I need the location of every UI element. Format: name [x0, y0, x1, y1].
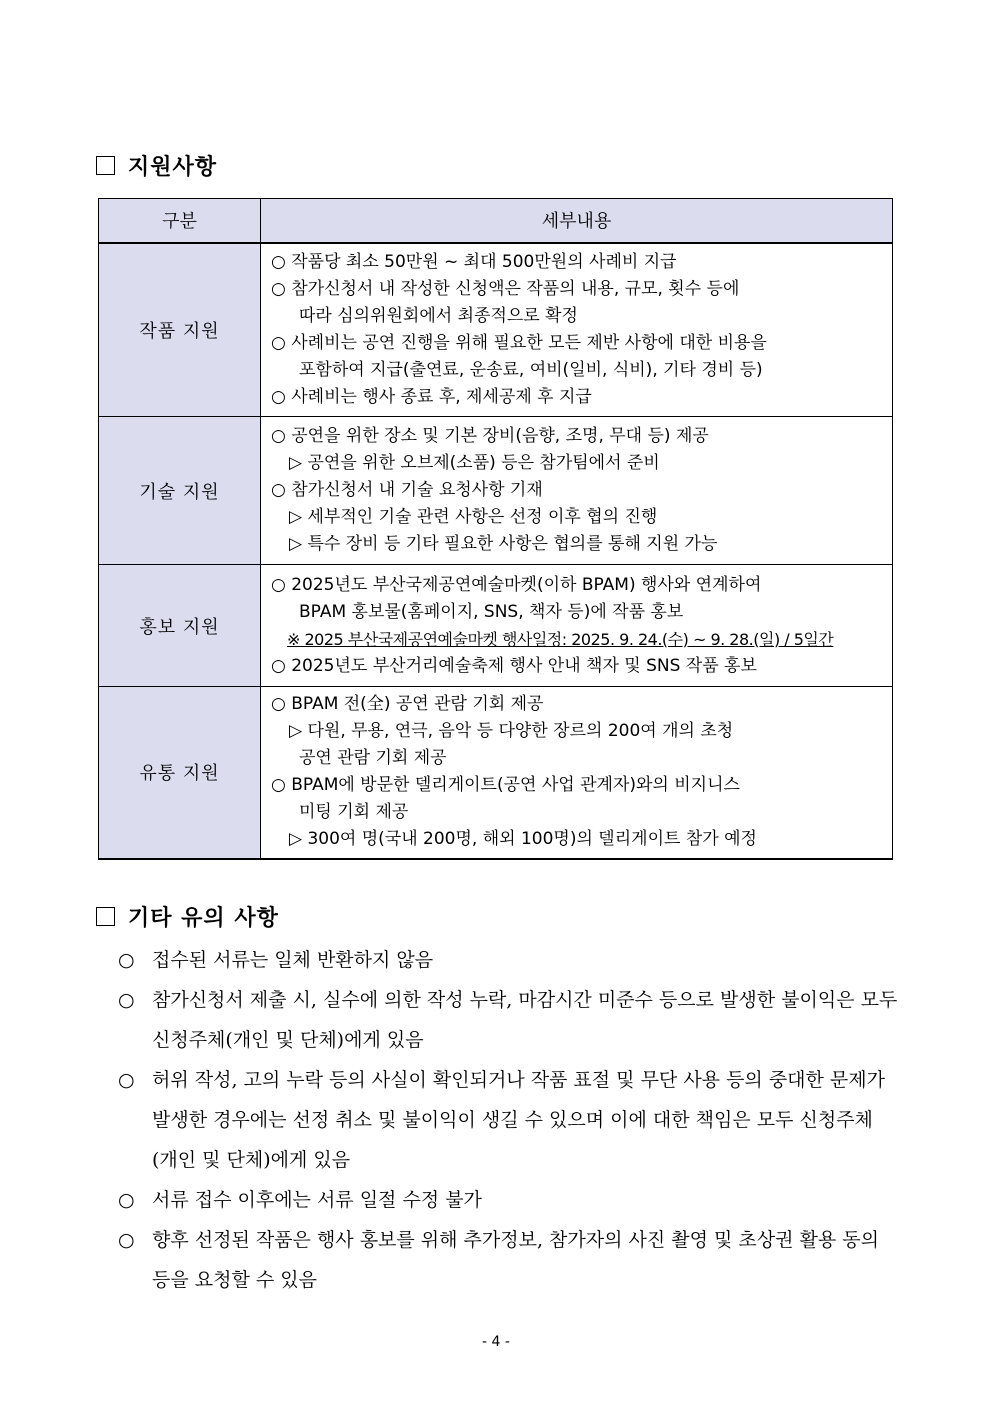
- detail-line: ○ 공연을 위한 장소 및 기본 장비(음향, 조명, 무대 등) 제공: [271, 426, 709, 446]
- detail-line: ○ 사례비는 행사 종료 후, 제세공제 후 지급: [271, 386, 592, 407]
- detail-line: ○ 사례비는 공연 진행을 위해 필요한 모든 제반 사항에 대한 비용을: [271, 332, 767, 353]
- detail-line: ○ BPAM에 방문한 델리게이트(공연 사업 관계자)와의 비지니스: [271, 775, 740, 796]
- detail-line: ○ 작품당 최소 50만원 ~ 최대 500만원의 사례비 지급: [271, 251, 677, 272]
- detail-line: ○ 참가신청서 내 기술 요청사항 기재: [271, 480, 543, 500]
- category-cell: 기술 지원: [99, 417, 261, 565]
- list-item: [118, 940, 898, 980]
- section-title: 기타 유의 사항: [128, 906, 279, 931]
- details-cell: [261, 687, 893, 859]
- detail-line: ▷ 공연을 위한 오브제(소품) 등은 참가팀에서 준비: [289, 453, 660, 473]
- page-number: - 4 -: [482, 1334, 510, 1350]
- table-row: [99, 417, 893, 565]
- table-row: [99, 687, 893, 859]
- circle-bullet-icon: ○: [118, 1069, 135, 1091]
- table-row: [99, 243, 893, 417]
- detail-line: 따라 심의위원회에서 최종적으로 확정: [299, 305, 578, 326]
- section-heading-notes: [96, 901, 279, 932]
- detail-line: 포함하여 지급(출연료, 운송료, 여비(일비, 식비), 기타 경비 등): [299, 359, 763, 380]
- circle-bullet-icon: ○: [118, 1229, 135, 1251]
- circle-bullet-icon: ○: [118, 1189, 135, 1211]
- detail-line: ▷ 특수 장비 등 기타 필요한 사항은 협의를 통해 지원 가능: [289, 534, 718, 554]
- schedule-note: ※ 2025 부산국제공연예술마켓 행사일정: 2025. 9. 24.(수) ~ 9. 28.(일) / 5일간: [287, 629, 834, 649]
- detail-line: ○ 2025년도 부산거리예술축제 행사 안내 책자 및 SNS 작품 홍보: [271, 655, 757, 676]
- detail-line: ○ BPAM 전(全) 공연 관람 기회 제공: [271, 694, 544, 715]
- support-table: [98, 198, 893, 860]
- detail-line: 미팅 기회 제공: [299, 802, 409, 823]
- category-cell: 유통 지원: [99, 687, 261, 859]
- note-text: 참가신청서 제출 시, 실수에 의한 작성 누락, 마감시간 미준수 등으로 발생한 불이익은 모두 신청주체(개인 및 단체)에게 있음: [152, 989, 898, 1051]
- detail-line: ○ 참가신청서 내 작성한 신청액은 작품의 내용, 규모, 횟수 등에: [271, 278, 740, 299]
- detail-line: ▷ 세부적인 기술 관련 사항은 선정 이후 협의 진행: [289, 507, 658, 527]
- detail-line: 공연 관람 기회 제공: [299, 748, 447, 769]
- circle-bullet-icon: ○: [118, 949, 135, 971]
- section-title: 지원사항: [128, 155, 218, 180]
- detail-line: BPAM 홍보물(홈페이지, SNS, 책자 등)에 작품 홍보: [299, 601, 684, 622]
- detail-line: ○ 2025년도 부산국제공연예술마켓(이하 BPAM) 행사와 연계하여: [271, 574, 762, 595]
- notes-list: [118, 940, 898, 1300]
- circle-bullet-icon: ○: [118, 989, 135, 1011]
- detail-line: ▷ 다원, 무용, 연극, 음악 등 다양한 장르의 200여 개의 초청: [289, 721, 734, 742]
- list-item: [118, 1060, 898, 1180]
- detail-line: ▷ 300여 명(국내 200명, 해외 100명)의 델리게이트 참가 예정: [289, 829, 757, 850]
- list-item: [118, 1180, 898, 1220]
- checkbox-square-icon: [96, 156, 115, 175]
- details-cell: [261, 565, 893, 687]
- category-cell: 작품 지원: [99, 243, 261, 417]
- details-cell: [261, 417, 893, 565]
- header-details: 세부내용: [261, 199, 893, 243]
- note-text: 허위 작성, 고의 누락 등의 사실이 확인되거나 작품 표절 및 무단 사용 등의 중대한 문제가 발생한 경우에는 선정 취소 및 불이익이 생길 수 있으며 이에 대한 책임은 모두 신청주체(개인 및 단체)에게 있음: [152, 1069, 885, 1171]
- section-heading-support: [96, 150, 217, 181]
- category-cell: 홍보 지원: [99, 565, 261, 687]
- list-item: [118, 980, 898, 1060]
- header-category: 구분: [99, 199, 261, 243]
- table-row: [99, 565, 893, 687]
- checkbox-square-icon: [96, 907, 115, 926]
- list-item: [118, 1220, 898, 1300]
- details-cell: [261, 243, 893, 417]
- table-header-row: [99, 199, 893, 243]
- note-text: 접수된 서류는 일체 반환하지 않음: [152, 949, 434, 971]
- table-body: [99, 243, 893, 859]
- note-text: 서류 접수 이후에는 서류 일절 수정 불가: [152, 1189, 482, 1211]
- note-text: 향후 선정된 작품은 행사 홍보를 위해 추가정보, 참가자의 사진 촬영 및 초상권 활용 동의 등을 요청할 수 있음: [152, 1229, 879, 1291]
